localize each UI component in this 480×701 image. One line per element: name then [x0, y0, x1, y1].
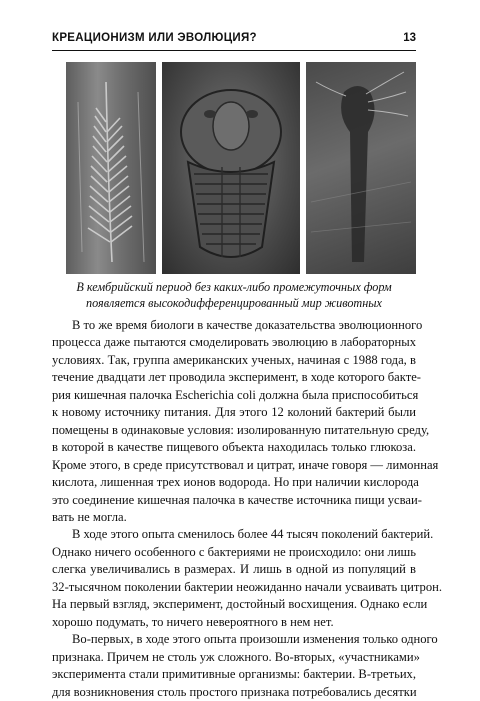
text-line: В ходе этого опыта сменилось более 44 тысяч поколений бактерий.: [72, 527, 434, 542]
text-line: На первый взгляд, эксперимент, достойный восхищения. Однако если: [52, 597, 428, 612]
text-line: помещены в одинаковые условия: изолированную питательную среду,: [52, 422, 430, 437]
running-title: КРЕАЦИОНИЗМ ИЛИ ЭВОЛЮЦИЯ?: [52, 32, 257, 44]
text-line: условиях. Так, группа американских ученых, начиная с 1988 года, в: [52, 352, 416, 367]
text-line: вать не могла.: [52, 509, 127, 524]
text-line: рия кишечная палочка Escherichia coli должна была приспособиться: [52, 387, 419, 402]
text-line: к новому источнику питания. Для этого 12 колоний бактерий были: [52, 405, 416, 420]
text-line: течение двадцати лет проводила эксперимент, в ходе которого бакте-: [52, 370, 422, 385]
fossil-fern-photo: [66, 62, 156, 274]
text-line: это соединение кишечная палочка в качестве источника пищи усваи-: [52, 492, 422, 507]
text-line: для возникновения столь простого признака потребовались десятки: [52, 684, 417, 699]
text-line: в которой в качестве пищевого объекта находилась только глюкоза.: [52, 440, 416, 455]
text-line: процесса даже пытаются смоделировать эволюцию в лабораторных: [52, 335, 416, 350]
text-line: хорошо подумать, то ничего невероятного в нем нет.: [52, 614, 334, 629]
text-line: Кроме этого, в среде присутствовал и цитрат, иначе говоря — лимонная: [52, 457, 439, 472]
text-line: В то же время биологи в качестве доказательства эволюционного: [72, 318, 423, 332]
text-line: Однако ничего особенного с бактериями не происходило: они лишь: [52, 544, 416, 559]
caption-line: появляется высокодифференцированный мир животных: [86, 296, 382, 310]
page-header: [52, 28, 416, 51]
fossil-arthropod-photo: [306, 62, 416, 274]
text-line: кислота, лишенная трех ионов водорода. Но при наличии кислорода: [52, 475, 419, 490]
text-line: эксперимента стали примитивные организмы: бактерии. В-третьих,: [52, 667, 416, 682]
trilobite-photo: [162, 62, 300, 274]
page-number: 13: [403, 32, 416, 44]
text-line: признака. Причем не столь уж сложного. Во-вторых, «участниками»: [52, 649, 420, 664]
caption-line: В кембрийский период без каких-либо промежуточных форм: [76, 280, 392, 294]
figure-caption: [52, 279, 416, 311]
text-line: 32-тысячном поколении бактерии неожиданно начали усваивать цитрон.: [52, 579, 442, 594]
body-text: [52, 317, 442, 701]
text-line: слегка увеличивались в размерах. И лишь в одной из популяций в: [52, 562, 416, 577]
text-line: Во-первых, в ходе этого опыта произошли изменения только одного: [72, 632, 438, 647]
